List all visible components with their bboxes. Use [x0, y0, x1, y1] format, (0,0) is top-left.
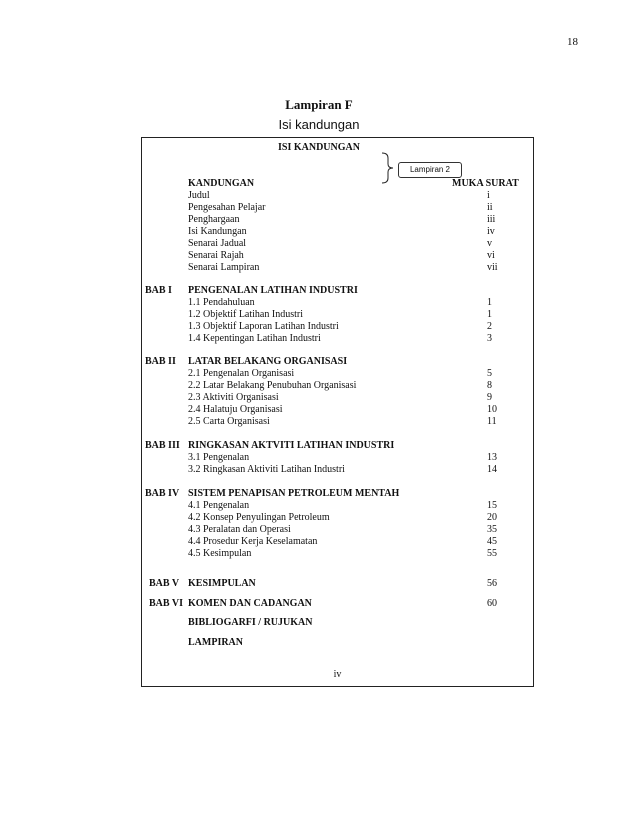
toc-entry-page: 55 [487, 548, 497, 559]
chapter-title: KOMEN DAN CADANGAN [188, 598, 312, 609]
toc-entry-label: Pengesahan Pelajar [188, 202, 266, 213]
toc-heading: ISI KANDUNGAN [278, 142, 360, 153]
toc-entry-label: Senarai Rajah [188, 250, 244, 261]
toc-entry-page: 1 [487, 309, 492, 320]
chapter-title: KESIMPULAN [188, 578, 256, 589]
chapter-code: BAB II [145, 356, 176, 367]
callout-note: Lampiran 2 [398, 162, 462, 178]
toc-entry-label: 4.2 Konsep Penyulingan Petroleum [188, 512, 330, 523]
toc-entry-label: 3.1 Pengenalan [188, 452, 250, 463]
toc-entry-label: 2.5 Carta Organisasi [188, 416, 270, 427]
toc-entry-label: 4.3 Peralatan dan Operasi [188, 524, 291, 535]
page-title: Lampiran F [285, 97, 353, 112]
chapter-code: BAB III [145, 440, 180, 451]
chapter-page: 60 [487, 598, 497, 609]
toc-col-right-header: MUKA SURAT [452, 178, 519, 189]
toc-entry-page: iv [487, 226, 495, 237]
chapter-title: LATAR BELAKANG ORGANISASI [188, 356, 348, 367]
toc-entry-page: 5 [487, 368, 492, 379]
toc-entry-page: 1 [487, 297, 492, 308]
toc-entry-label: Senarai Lampiran [188, 262, 260, 273]
toc-entry-page: 2 [487, 321, 492, 332]
toc-entry-page: 9 [487, 392, 492, 403]
toc-entry-label: 2.3 Aktiviti Organisasi [188, 392, 279, 403]
toc-entry-page: 10 [487, 404, 497, 415]
toc-entry-label: 1.1 Pendahuluan [188, 297, 255, 308]
chapter-code: BAB V [149, 578, 180, 589]
toc-entry-label: 3.2 Ringkasan Aktiviti Latihan Industri [188, 464, 345, 475]
toc-entry-label: 2.2 Latar Belakang Penubuhan Organisasi [188, 380, 357, 391]
toc-entry-label: Isi Kandungan [188, 226, 247, 237]
toc-entry-label: 2.1 Pengenalan Organisasi [188, 368, 295, 379]
chapter-code: BAB I [145, 285, 172, 296]
toc-entry-label: 1.3 Objektif Laporan Latihan Industri [188, 321, 339, 332]
toc-entry-label: 2.4 Halatuju Organisasi [188, 404, 283, 415]
toc-entry-page: iii [487, 214, 496, 225]
toc-entry-label: Judul [188, 190, 210, 201]
page-subtitle: Isi kandungan [278, 117, 360, 132]
toc-entry-page: i [487, 190, 490, 201]
back-matter-entry: BIBLIOGARFI / RUJUKAN [188, 617, 313, 628]
toc-entry-label: 4.4 Prosedur Kerja Keselamatan [188, 536, 318, 547]
chapter-page: 56 [487, 578, 497, 589]
toc-entry-page: v [487, 238, 492, 249]
toc-entry-label: 4.5 Kesimpulan [188, 548, 252, 559]
toc-entry-page: vii [487, 262, 498, 273]
toc-entry-page: 45 [487, 536, 497, 547]
toc-entry-page: 14 [487, 464, 497, 475]
toc-entry-label: 1.2 Objektif Latihan Industri [188, 309, 303, 320]
toc-footer-page: iv [333, 669, 342, 680]
chapter-title: PENGENALAN LATIHAN INDUSTRI [188, 285, 358, 296]
toc-col-left-header: KANDUNGAN [188, 178, 255, 189]
toc-entry-page: 15 [487, 500, 497, 511]
toc-entry-page: ii [487, 202, 493, 213]
toc-entry-label: 1.4 Kepentingan Latihan Industri [188, 333, 321, 344]
toc-entry-page: 13 [487, 452, 497, 463]
toc-entry-page: 3 [487, 333, 492, 344]
chapter-code: BAB VI [149, 598, 183, 609]
toc-entry-page: 20 [487, 512, 497, 523]
toc-entry-page: 11 [487, 416, 497, 427]
toc-entry-page: 35 [487, 524, 497, 535]
back-matter-entry: LAMPIRAN [188, 637, 243, 648]
page-number: 18 [567, 36, 578, 48]
chapter-title: SISTEM PENAPISAN PETROLEUM MENTAH [188, 488, 400, 499]
toc-entry-label: Senarai Jadual [188, 238, 247, 249]
toc-entry-label: 4.1 Pengenalan [188, 500, 250, 511]
chapter-code: BAB IV [145, 488, 180, 499]
toc-entry-page: vi [487, 250, 495, 261]
brace-icon [380, 152, 396, 184]
toc-entry-page: 8 [487, 380, 492, 391]
chapter-title: RINGKASAN AKTVITI LATIHAN INDUSTRI [188, 440, 395, 451]
toc-entry-label: Penghargaan [188, 214, 240, 225]
